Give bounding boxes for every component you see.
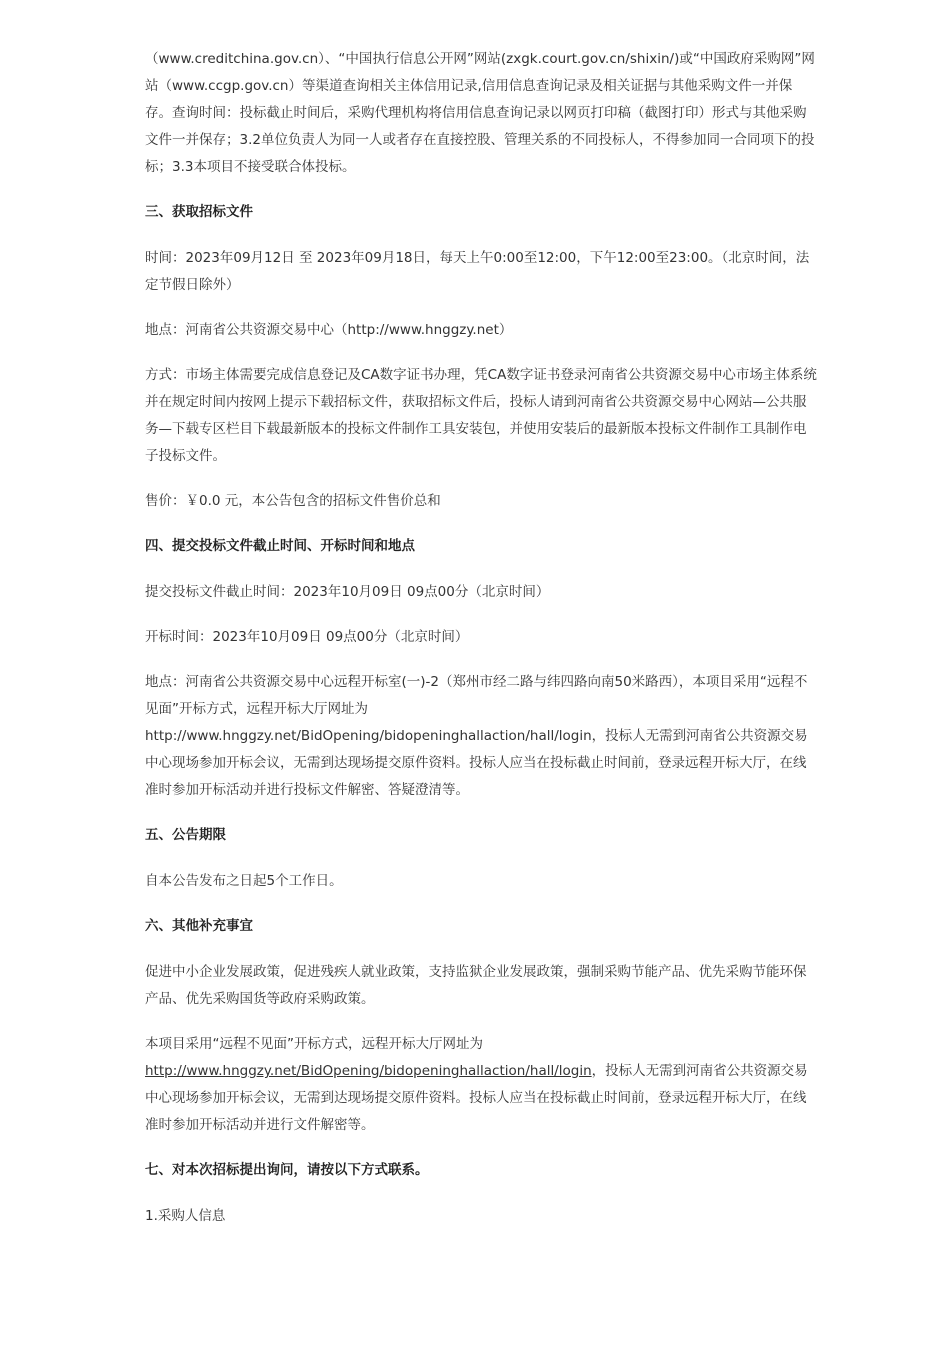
bid-opening-place-text-cont: ，投标人无需到河南省公共资源交易中心现场参加开标会议，无需到达现场提交原件资料。投标人应当在投标截止时间前，登录远程开标大厅，在线准时参加开标活动并进行投标文件解密、答疑澄清等。 xyxy=(145,728,808,798)
section-5-heading: 五、公告期限 xyxy=(145,827,226,843)
purchaser-info-label: 1.采购人信息 xyxy=(145,1208,226,1224)
bid-document-price: 售价：￥0.0 元，本公告包含的招标文件售价总和 xyxy=(145,493,441,509)
bid-opening-place-text: 地点：河南省公共资源交易中心远程开标室(一)-2（郑州市经二路与纬四路向南50米路西），本项目采用“远程不见面”开标方式，远程开标大厅网址为 xyxy=(145,674,808,717)
remote-opening-text-cont: ，投标人无需到河南省公共资源交易中心现场参加开标会议，无需到达现场提交原件资料。投标人应当在投标截止时间前，登录远程开标大厅，在线准时参加开标活动并进行文件解密等。 xyxy=(145,1063,808,1133)
remote-hall-link[interactable]: http://www.hnggzy.net/BidOpening/bidopeninghallaction/hall/login xyxy=(145,1063,592,1079)
bid-document-location: 地点：河南省公共资源交易中心（http://www.hnggzy.net） xyxy=(145,322,513,338)
section-7-heading: 七、对本次招标提出询问，请按以下方式联系。 xyxy=(145,1162,429,1178)
remote-hall-url: http://www.hnggzy.net/BidOpening/bidopeninghallaction/hall/login xyxy=(145,728,592,744)
announcement-period: 自本公告发布之日起5个工作日。 xyxy=(145,873,343,889)
section-4-heading: 四、提交投标文件截止时间、开标时间和地点 xyxy=(145,538,415,554)
bid-document-time: 时间：2023年09月12日 至 2023年09月18日，每天上午0:00至12:00，下午12:00至23:00。（北京时间，法定节假日除外） xyxy=(145,250,810,293)
credit-check-paragraph: （www.creditchina.gov.cn）、“中国执行信息公开网”网站(zxgk.court.gov.cn/shixin/)或“中国政府采购网”网站（www.ccgp.gov.cn）等渠道查询相关主体信用记录,信用信息查询记录及相关证据与其他采购文件一并保存。查询时间：投标截止时间后，采购代理机构将信用信息查询记录以网页打印稿（截图打印）形式与其他采购文件一并保存；3.2单位负责人为同一人或者存在直接控股、管理关系的不同投标人，不得参加同一合同项下的投标；3.3本项目不接受联合体投标。 xyxy=(145,51,815,175)
remote-opening-note xyxy=(145,1031,818,1139)
section-6-heading: 六、其他补充事宜 xyxy=(145,918,253,934)
bid-document-method: 方式：市场主体需要完成信息登记及CA数字证书办理，凭CA数字证书登录河南省公共资源交易中心市场主体系统并在规定时间内按网上提示下载招标文件，获取招标文件后，投标人请到河南省公共资源交易中心网站—公共服务—下载专区栏目下载最新版本的投标文件制作工具安装包，并使用安装后的最新版本投标文件制作工具制作电子投标文件。 xyxy=(145,367,817,464)
section-3-heading: 三、获取招标文件 xyxy=(145,204,253,220)
submission-deadline: 提交投标文件截止时间：2023年10月09日 09点00分（北京时间） xyxy=(145,584,550,600)
bid-opening-place xyxy=(145,669,818,804)
bid-opening-time: 开标时间：2023年10月09日 09点00分（北京时间） xyxy=(145,629,469,645)
procurement-policy: 促进中小企业发展政策，促进残疾人就业政策，支持监狱企业发展政策，强制采购节能产品、优先采购节能环保产品、优先采购国货等政府采购政策。 xyxy=(145,964,807,1007)
remote-opening-text: 本项目采用“远程不见面”开标方式，远程开标大厅网址为 xyxy=(145,1036,483,1052)
